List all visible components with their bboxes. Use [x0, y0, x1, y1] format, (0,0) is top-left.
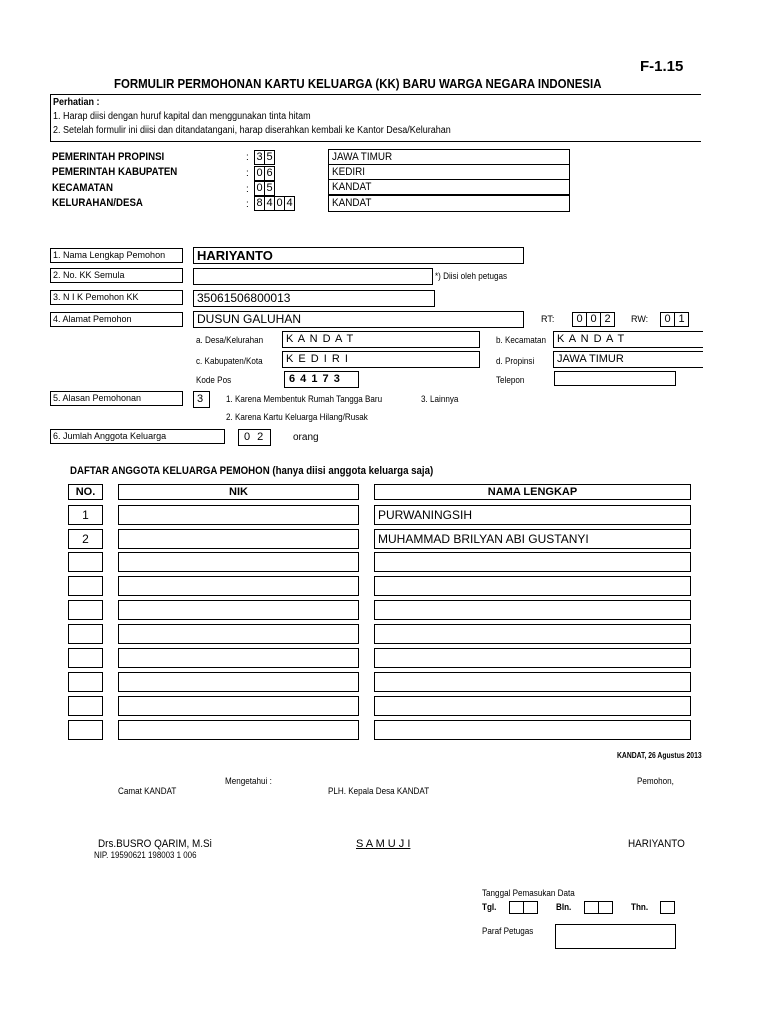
bln-field[interactable] [584, 901, 612, 914]
code-digit: 4 [284, 196, 295, 211]
kk-note: *) Diisi oleh petugas [435, 271, 508, 281]
rt-field[interactable] [572, 312, 614, 327]
member-no-cell[interactable]: 1 [68, 505, 103, 525]
code-digit: 4 [264, 196, 275, 211]
members-count-field[interactable]: 0 2 [238, 429, 271, 446]
members-count-unit: orang [293, 432, 319, 443]
member-name-cell[interactable]: MUHAMMAD BRILYAN ABI GUSTANYI [374, 529, 691, 549]
kabupaten-code[interactable] [254, 166, 274, 181]
col-nik-header: NIK [118, 484, 359, 500]
rw-digit: 1 [674, 312, 689, 327]
kades-title: PLH. Kepala Desa KANDAT [328, 786, 430, 796]
member-no-cell[interactable] [68, 552, 103, 572]
code-digit: 5 [264, 150, 275, 165]
member-nik-cell[interactable] [118, 696, 359, 716]
place-date: KANDAT, 26 Agustus 2013 [617, 751, 702, 760]
camat-title: Camat KANDAT [118, 786, 177, 796]
col-no-header: NO. [68, 484, 103, 500]
rw-field[interactable] [660, 312, 688, 327]
form-code: F-1.15 [640, 58, 684, 75]
member-no-cell[interactable] [68, 672, 103, 692]
member-no-cell[interactable] [68, 576, 103, 596]
rw-digit: 0 [660, 312, 675, 327]
member-nik-cell[interactable] [118, 672, 359, 692]
member-no-cell[interactable] [68, 720, 103, 740]
pemohon-title: Pemohon, [637, 776, 674, 786]
code-digit: 8 [254, 196, 265, 211]
phone-label: Telepon [496, 375, 525, 385]
kab-label: c. Kabupaten/Kota [196, 356, 263, 366]
form-title: FORMULIR PERMOHONAN KARTU KELUARGA (KK) BARU WARGA NEGARA INDONESIA [114, 76, 602, 91]
member-nik-cell[interactable] [118, 552, 359, 572]
date-box [509, 901, 524, 914]
address-label: 4. Alamat Pemohon [50, 312, 183, 327]
member-nik-cell[interactable] [118, 600, 359, 620]
kelurahan-name: KANDAT [332, 197, 372, 209]
rt-digit: 2 [600, 312, 615, 327]
name-field[interactable]: HARIYANTO [193, 247, 524, 264]
kab-field[interactable]: K E D I R I [282, 351, 480, 368]
tgl-field[interactable] [509, 901, 537, 914]
propinsi-code[interactable] [254, 150, 274, 165]
kades-name: S A M U J I [356, 838, 411, 850]
member-no-cell[interactable] [68, 696, 103, 716]
rt-digit: 0 [586, 312, 601, 327]
pos-label: Kode Pos [196, 375, 232, 385]
paraf-label: Paraf Petugas [482, 926, 534, 936]
members-table-title: DAFTAR ANGGOTA KELUARGA PEMOHON (hanya diisi anggota keluarga saja) [70, 465, 434, 477]
mengetahui: Mengetahui : [225, 776, 272, 786]
prop-label: d. Propinsi [496, 356, 535, 366]
code-digit: 0 [254, 166, 265, 181]
camat-name: Drs.BUSRO QARIM, M.Si [98, 838, 212, 850]
member-nik-cell[interactable] [118, 624, 359, 644]
notice-box [50, 94, 701, 142]
propinsi-name: JAWA TIMUR [332, 151, 393, 163]
month-box [598, 901, 613, 914]
desa-field[interactable]: K A N D A T [282, 331, 480, 348]
kec-label: b. Kecamatan [496, 335, 546, 345]
pemohon-name: HARIYANTO [628, 838, 685, 850]
member-no-cell[interactable]: 2 [68, 529, 103, 549]
kelurahan-name-field[interactable] [328, 195, 570, 212]
phone-field[interactable] [554, 371, 676, 386]
reason-option-2: 2. Karena Kartu Keluarga Hilang/Rusak [226, 412, 368, 422]
name-label: 1. Nama Lengkap Pemohon [50, 248, 183, 263]
reason-field[interactable]: 3 [193, 391, 210, 408]
member-name-cell[interactable] [374, 672, 691, 692]
thn-field[interactable] [660, 901, 674, 914]
rt-digit: 0 [572, 312, 587, 327]
code-digit: 5 [264, 181, 275, 196]
code-digit: 3 [254, 150, 265, 165]
member-nik-cell[interactable] [118, 648, 359, 668]
member-no-cell[interactable] [68, 624, 103, 644]
kecamatan-label: KECAMATAN [52, 182, 113, 194]
member-name-cell[interactable] [374, 576, 691, 596]
member-no-cell[interactable] [68, 648, 103, 668]
member-name-cell[interactable] [374, 600, 691, 620]
members-count-label: 6. Jumlah Anggota Keluarga [50, 429, 225, 444]
kelurahan-code[interactable] [254, 196, 294, 211]
kabupaten-name-field[interactable] [328, 164, 570, 180]
colon: : [246, 152, 249, 163]
prop-field[interactable]: JAWA TIMUR [553, 351, 703, 368]
member-nik-cell[interactable] [118, 505, 359, 525]
code-digit: 0 [274, 196, 285, 211]
rw-label: RW: [631, 314, 649, 324]
member-name-cell[interactable] [374, 648, 691, 668]
thn-label: Thn. [631, 902, 649, 912]
reason-option-3: 3. Lainnya [421, 394, 459, 404]
propinsi-name-field[interactable] [328, 149, 570, 165]
month-box [584, 901, 599, 914]
nik-field[interactable]: 35061506800013 [193, 290, 435, 307]
colon: : [246, 199, 249, 210]
member-name-cell[interactable] [374, 552, 691, 572]
reason-option-1: 1. Karena Membentuk Rumah Tangga Baru [226, 394, 383, 404]
address-field[interactable]: DUSUN GALUHAN [193, 311, 524, 328]
colon: : [246, 168, 249, 179]
colon: : [246, 184, 249, 195]
code-digit: 0 [254, 181, 265, 196]
notice-heading: Perhatian : [53, 97, 100, 108]
notice-line-1: 1. Harap diisi dengan huruf kapital dan menggunakan tinta hitam [53, 111, 311, 122]
code-digit: 6 [264, 166, 275, 181]
propinsi-label: PEMERINTAH PROPINSI [52, 151, 165, 163]
member-name-cell[interactable] [374, 624, 691, 644]
tgl-label: Tgl. [482, 902, 497, 912]
col-name-header: NAMA LENGKAP [374, 484, 691, 500]
member-no-cell[interactable] [68, 600, 103, 620]
kecamatan-name: KANDAT [332, 181, 372, 193]
nik-label: 3. N I K Pemohon KK [50, 290, 183, 305]
desa-label: a. Desa/Kelurahan [196, 335, 264, 345]
year-box [660, 901, 675, 914]
kecamatan-code[interactable] [254, 181, 274, 196]
kabupaten-label: PEMERINTAH KABUPATEN [52, 166, 178, 178]
rt-label: RT: [541, 314, 555, 324]
reason-label: 5. Alasan Pemohonan [50, 391, 183, 406]
bln-label: Bln. [556, 902, 572, 912]
entry-date-label: Tanggal Pemasukan Data [482, 888, 575, 898]
paraf-field[interactable] [555, 924, 676, 949]
camat-nip: NIP. 19590621 198003 1 006 [94, 850, 197, 860]
member-nik-cell[interactable] [118, 576, 359, 596]
member-name-cell[interactable] [374, 696, 691, 716]
member-name-cell[interactable] [374, 720, 691, 740]
kecamatan-name-field[interactable] [328, 179, 570, 195]
notice-line-2: 2. Setelah formulir ini diisi dan ditandatangani, harap diserahkan kembali ke Kantor Desa/Kelurahan [53, 125, 451, 136]
kec-field[interactable]: K A N D A T [553, 331, 703, 348]
member-nik-cell[interactable] [118, 720, 359, 740]
kk-label: 2. No. KK Semula [50, 268, 183, 283]
pos-field[interactable]: 6 4 1 7 3 [284, 371, 359, 388]
kelurahan-label: KELURAHAN/DESA [52, 197, 143, 209]
kabupaten-name: KEDIRI [332, 166, 366, 178]
member-name-cell[interactable]: PURWANINGSIH [374, 505, 691, 525]
kk-field[interactable] [193, 268, 433, 285]
date-box [523, 901, 538, 914]
member-nik-cell[interactable] [118, 529, 359, 549]
